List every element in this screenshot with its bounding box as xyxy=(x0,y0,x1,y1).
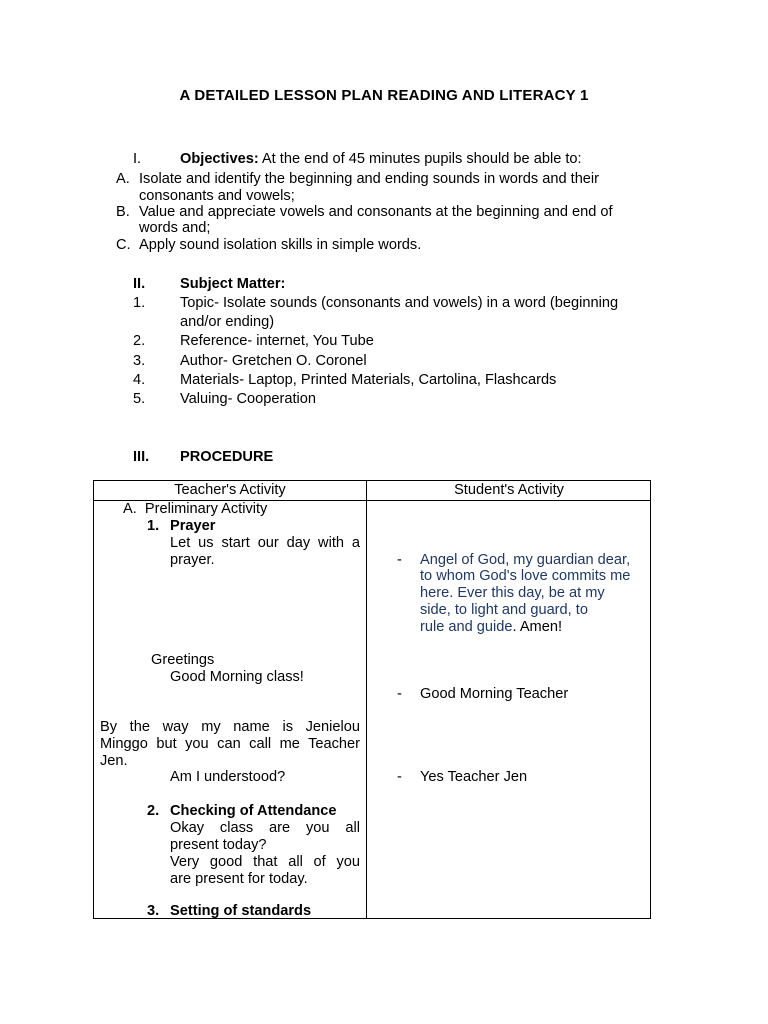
prayer-response-dash: - xyxy=(397,552,402,568)
objective-a-line1: Isolate and identify the beginning and ending sounds in words and their xyxy=(139,171,600,187)
objectives-intro: At the end of 45 minutes pupils should be able to: xyxy=(258,151,582,167)
teacher-intro-line2: Minggo but you can call me Teacher xyxy=(100,736,360,752)
teacher-activity-header: Teacher's Activity xyxy=(174,482,286,498)
column-divider xyxy=(366,481,367,918)
procedure-numeral: III. xyxy=(133,449,150,465)
attendance-title: Checking of Attendance xyxy=(170,803,337,819)
subject-item-author: Author- Gretchen O. Coronel xyxy=(180,353,367,369)
prayer-response-line5 xyxy=(420,619,562,636)
prayer-response-line4: side, to light and guard, to xyxy=(420,602,588,618)
prayer-text-line2: prayer. xyxy=(170,552,215,568)
subject-item-number: 1. xyxy=(133,295,146,311)
subject-item-number: 3. xyxy=(133,353,146,369)
objective-marker-a: A. xyxy=(116,171,130,187)
subject-item-number: 5. xyxy=(133,391,146,407)
prayer-response-line1: Angel of God, my guardian dear, xyxy=(420,552,631,568)
document-title: A DETAILED LESSON PLAN READING AND LITERACY 1 xyxy=(179,87,589,104)
objective-b-line2: words and; xyxy=(139,220,211,236)
prayer-response-amen: . Amen! xyxy=(512,619,562,635)
subject-item-valuing: Valuing- Cooperation xyxy=(180,391,317,407)
objective-marker-c: C. xyxy=(116,237,131,253)
objective-a-line2: consonants and vowels; xyxy=(139,188,295,204)
attendance-number: 2. xyxy=(147,803,160,819)
subject-item-number: 4. xyxy=(133,372,146,388)
objectives-line xyxy=(180,151,582,168)
understood-question: Am I understood? xyxy=(170,769,286,785)
prayer-text-line1: Let us start our day with a xyxy=(170,535,360,551)
procedure-heading: PROCEDURE xyxy=(180,449,274,465)
objective-marker-b: B. xyxy=(116,204,130,220)
subject-item-reference: Reference- internet, You Tube xyxy=(180,333,374,349)
objective-c-line1: Apply sound isolation skills in simple words. xyxy=(139,237,422,253)
procedure-table xyxy=(93,480,651,919)
standards-title: Setting of standards xyxy=(170,903,312,919)
preliminary-activity-label: A. Preliminary Activity xyxy=(123,501,268,517)
subject-matter-heading: Subject Matter: xyxy=(180,276,286,292)
attendance-line3: Very good that all of you xyxy=(170,854,360,870)
greetings-title: Greetings xyxy=(151,652,215,668)
understood-response: Yes Teacher Jen xyxy=(420,769,528,785)
standards-number: 3. xyxy=(147,903,160,919)
attendance-line4: are present for today. xyxy=(170,871,308,887)
objectives-numeral: I. xyxy=(133,151,142,167)
objectives-heading: Objectives: xyxy=(180,151,259,167)
understood-response-dash: - xyxy=(397,769,402,785)
greetings-text: Good Morning class! xyxy=(170,669,304,685)
attendance-line1: Okay class are you all xyxy=(170,820,360,836)
student-activity-header: Student's Activity xyxy=(454,482,564,498)
objective-b-line1: Value and appreciate vowels and consonants at the beginning and end of xyxy=(139,204,613,220)
subject-item-number: 2. xyxy=(133,333,146,349)
prayer-response-line2: to whom God's love commits me xyxy=(420,568,631,584)
subject-item-topic-line2: and/or ending) xyxy=(180,314,275,330)
subject-matter-numeral: II. xyxy=(133,276,146,292)
teacher-intro-line3: Jen. xyxy=(100,753,128,769)
subject-item-topic-line1: Topic- Isolate sounds (consonants and vowels) in a word (beginning xyxy=(180,295,619,311)
teacher-intro-line1: By the way my name is Jenielou xyxy=(100,719,360,735)
attendance-line2: present today? xyxy=(170,837,267,853)
subject-item-materials: Materials- Laptop, Printed Materials, Cartolina, Flashcards xyxy=(180,372,557,388)
greeting-response: Good Morning Teacher xyxy=(420,686,569,702)
prayer-number: 1. xyxy=(147,518,160,534)
prayer-response-line5-blue: rule and guide xyxy=(420,619,513,635)
prayer-title: Prayer xyxy=(170,518,216,534)
prayer-response-line3: here. Ever this day, be at my xyxy=(420,585,605,601)
greeting-response-dash: - xyxy=(397,686,402,702)
